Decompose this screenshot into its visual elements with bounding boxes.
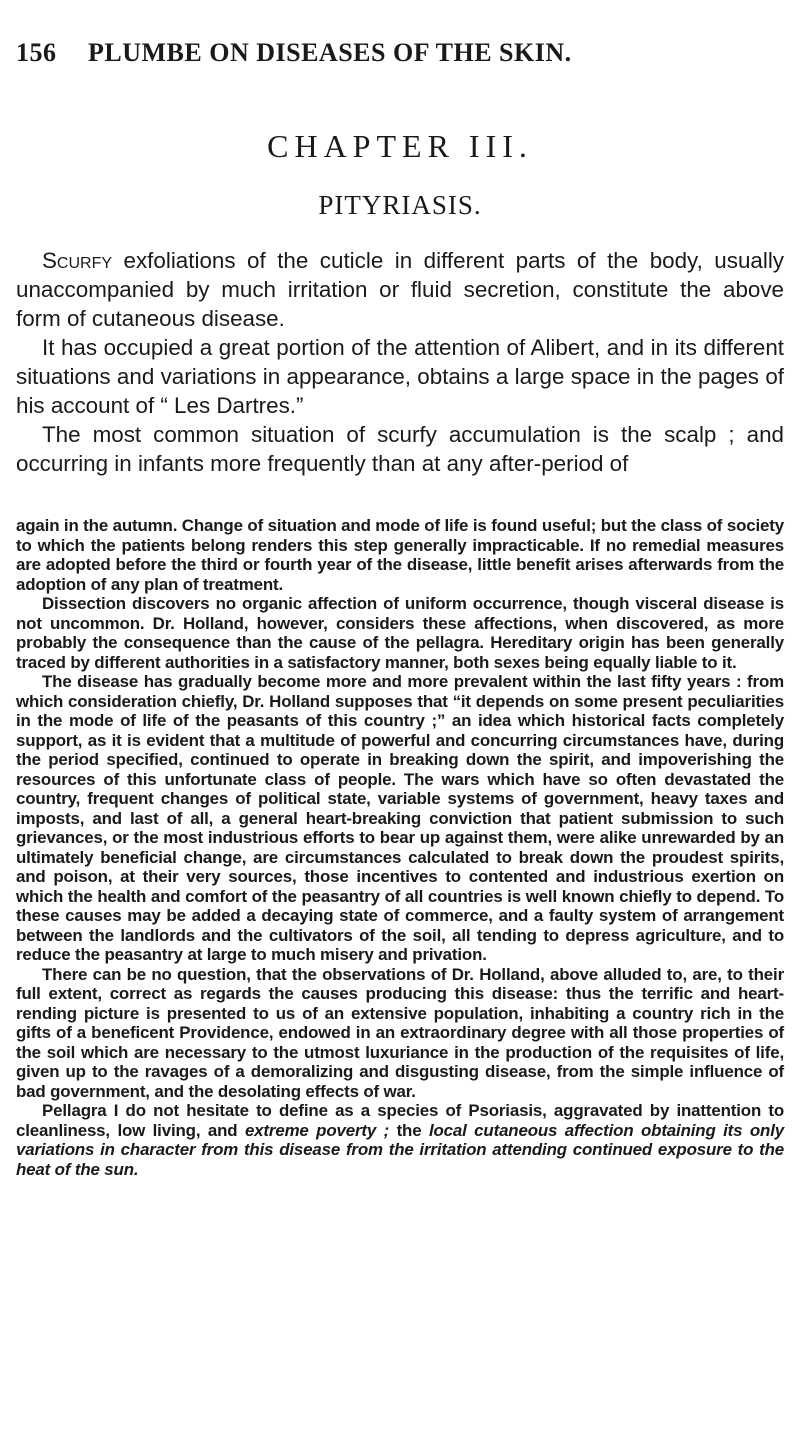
paragraph: It has occupied a great portion of the attention of Alibert, and in its different situations and variations in appearance, obtains a large space in the pages of his account of “ Les Dartres.” <box>16 335 784 418</box>
chapter-heading: CHAPTER III. <box>267 128 533 164</box>
drop-word: Scurfy <box>42 248 113 273</box>
paragraph: The disease has gradually become more and more prevalent within the last fifty years : from which consideration chiefly, Dr. Holland supposes that “it depends on some present peculiarities in the mode of life of the peasants of this country ;” an idea which historical facts completely support, as it is evident that a multitude of powerful and concurring circumstances have, during the period specified, continued to operate in breaking down the spirit, and impoverishing the resources of this unfortunate class of people. The wars which have so often devastated the country, frequent changes of political state, variable systems of government, heavy taxes and imposts, and last of all, a general heart-breaking conviction that patient submission to such grievances, or the most industrious efforts to bear up against them, were alike unrewarded by an ultimately beneficial change, are circumstances calculated to break down the proudest spirits, and poison, at their very sources, those incentives to contented and industrious exertion on which the health and comfort of the peasantry of all countries is well known chiefly to depend. To these causes may be added a decaying state of commerce, and a faulty system of arrangement between the landlords and the cultivators of the soil, all tending to depress agriculture, and to reduce the peasantry at large to much misery and privation. <box>16 672 784 964</box>
running-head <box>16 38 716 68</box>
italic-phrase: extreme poverty ; <box>244 1120 390 1140</box>
paragraph-text: the <box>389 1120 429 1140</box>
paragraph: There can be no question, that the observations of Dr. Holland, above alluded to, are, to their full extent, correct as regards the causes producing this disease: thus the terrific and heart-rending picture is presented to us of an extensive population, inhabiting a country rich in the gifts of a beneficent Providence, endowed in an extraordinary degree with all those properties of the soil which are necessary to the utmost luxuriance in the production of the requisites of life, given up to the ravages of a demoralizing and disgusting disease, from the simple influence of bad government, and the desolating effects of war. <box>16 964 784 1101</box>
paragraph: The most common situation of scurfy accumulation is the scalp ; and occurring in infants more frequently than at any after-period of <box>16 422 784 476</box>
paragraph: Dissection discovers no organic affection of uniform occurrence, though visceral disease is not uncommon. Dr. Holland, however, considers these affections, when discovered, as more probably the consequence than the cause of the pellagra. Hereditary origin has been generally traced by different authorities in a satisfactory manner, both sexes being equally liable to it. <box>16 594 784 672</box>
paragraph <box>16 1101 784 1179</box>
paragraph <box>16 246 784 333</box>
paragraph: again in the autumn. Change of situation and mode of life is found useful; but the class of society to which the patients belong renders this step generally impracticable. If no remedial measures are adopted before the third or fourth year of the disease, little benefit arises afterwards from the adoption of any plan of treatment. <box>16 516 784 594</box>
upper-text-block <box>16 246 784 478</box>
italic-phrase: local cutaneous affection obtaining its only variations in character from this disease from the irritation attending continued exposure to the heat of the sun. <box>16 1120 784 1179</box>
lower-text-block <box>16 516 784 1179</box>
chapter-title: PITYRIASIS. <box>318 190 482 220</box>
page-number: 156 <box>16 38 57 67</box>
paragraph-text: Pellagra I do not hesitate to define as a species of Psoriasis, aggravated by inattention to cleanliness, low living, and <box>16 1101 784 1140</box>
paragraph-text: exfoliations of the cuticle in different parts of the body, usually unaccompanied by much irritation or fluid secretion, constitute the above form of cutaneous disease. <box>16 248 784 331</box>
running-head-title: PLUMBE ON DISEASES OF THE SKIN. <box>88 38 572 67</box>
